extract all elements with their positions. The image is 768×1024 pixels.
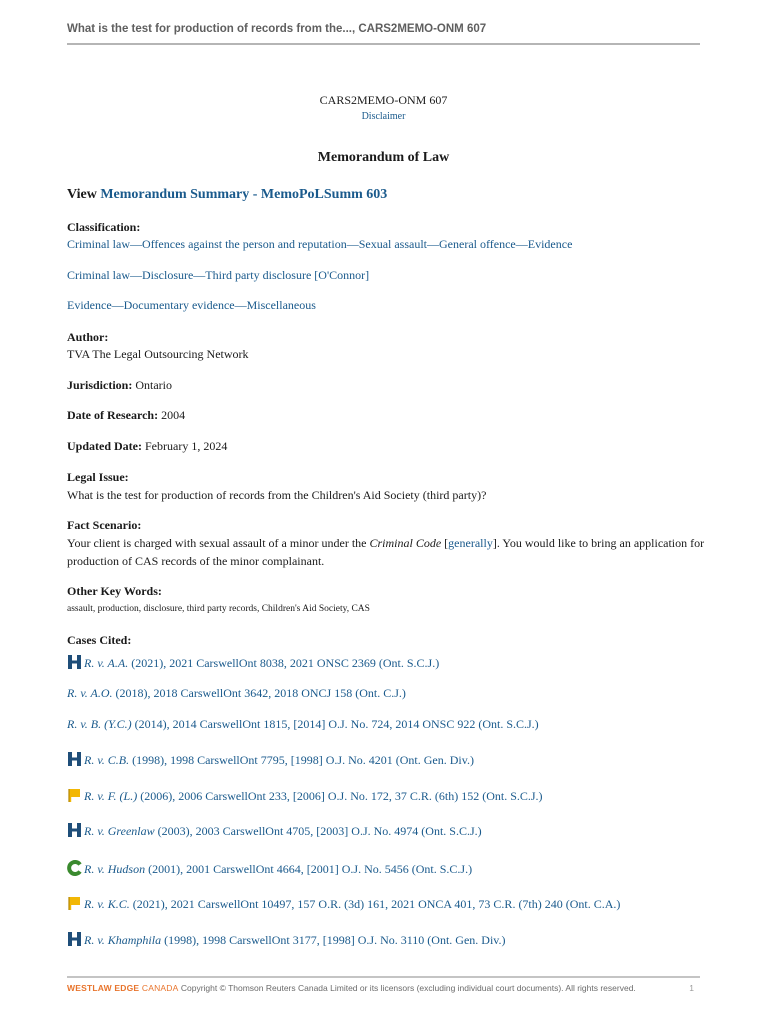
classification-link[interactable]: Evidence—Documentary evidence—Miscellaneous (67, 298, 316, 312)
case-link[interactable]: R. v. K.C. (2021), 2021 CarswellOnt 10497, 157 O.R. (3d) 161, 2021 ONCA 401, 73 C.R. (7th) 240 (Ont. C.A.) (84, 897, 621, 911)
classification-label: Classification: (67, 220, 141, 234)
criminal-code-ref: Criminal Code (369, 536, 442, 550)
header-divider (67, 43, 700, 45)
case-link[interactable]: R. v. F. (L.) (2006), 2006 CarswellOnt 233, [2006] O.J. No. 172, 37 C.R. (6th) 152 (Ont. S.C.J.) (84, 789, 543, 803)
classification-link[interactable]: Criminal law—Offences against the person and reputation—Sexual assault—General offence—Evidence (67, 237, 573, 251)
page-header-title: What is the test for production of records from the..., CARS2MEMO-ONM 607 (67, 23, 487, 35)
document-id: CARS2MEMO-ONM 607 (319, 93, 448, 107)
case-cited-item (67, 684, 707, 702)
date-of-research-label: Date of Research: (67, 408, 159, 422)
author-value: TVA The Legal Outsourcing Network (67, 347, 249, 361)
case-cited-item (67, 931, 707, 949)
copyright-notice: Copyright © Thomson Reuters Canada Limited or its licensors (excluding individual court documents). All rights reserved. (180, 983, 636, 993)
generally-link[interactable]: generally (448, 536, 493, 550)
jurisdiction-label: Jurisdiction: (67, 378, 133, 392)
legal-issue-label: Legal Issue: (67, 470, 129, 484)
case-cited-item (67, 787, 707, 805)
view-summary-row (67, 186, 707, 204)
footer-divider (67, 976, 700, 978)
cited-c-flag-icon[interactable] (67, 860, 82, 876)
date-of-research-value: 2004 (161, 408, 186, 422)
yellow-flag-icon[interactable] (67, 787, 82, 803)
yellow-flag-icon[interactable] (67, 895, 82, 911)
case-link[interactable]: R. v. A.A. (2021), 2021 CarswellOnt 8038, 2021 ONSC 2369 (Ont. S.C.J.) (84, 656, 440, 670)
case-link[interactable]: R. v. C.B. (1998), 1998 CarswellOnt 7795, [1998] O.J. No. 4201 (Ont. Gen. Div.) (84, 753, 474, 767)
case-link[interactable]: R. v. B. (Y.C.) (2014), 2014 CarswellOnt 1815, [2014] O.J. No. 724, 2014 ONSC 922 (Ont. S.C.J.) (67, 717, 539, 731)
case-cited-item (67, 751, 707, 769)
date-of-research-row (67, 406, 707, 424)
legal-issue-value: What is the test for production of records from the Children's Aid Society (third party)? (67, 488, 487, 502)
other-key-words-value: assault, production, disclosure, third party records, Children's Aid Society, CAS (67, 604, 370, 614)
case-link[interactable]: R. v. Hudson (2001), 2001 CarswellOnt 4664, [2001] O.J. No. 5456 (Ont. S.C.J.) (84, 862, 473, 876)
history-h-flag-icon[interactable] (67, 931, 82, 947)
memo-title: Memorandum of Law (317, 150, 450, 165)
updated-date-label: Updated Date: (67, 439, 142, 453)
page-footer (67, 983, 700, 993)
fact-scenario-text: Your client is charged with sexual assault of a minor under the Criminal Code [generally]. You would like to bring an application for production of CAS records of the minor complainant. (67, 536, 705, 568)
case-cited-item (67, 860, 707, 878)
history-h-flag-icon[interactable] (67, 751, 82, 767)
case-cited-item (67, 822, 707, 840)
case-cited-item (67, 895, 707, 913)
jurisdiction-row (67, 376, 707, 394)
fact-scenario-label: Fact Scenario: (67, 518, 142, 532)
history-h-flag-icon[interactable] (67, 654, 82, 670)
history-h-flag-icon[interactable] (67, 822, 82, 838)
case-link[interactable]: R. v. Khamphila (1998), 1998 CarswellOnt 3177, [1998] O.J. No. 3110 (Ont. Gen. Div.) (84, 933, 506, 947)
other-key-words-label: Other Key Words: (67, 584, 162, 598)
page-number: 1 (689, 983, 694, 993)
memorandum-summary-link[interactable]: Memorandum Summary - MemoPoLSumm 603 (100, 187, 388, 202)
case-link[interactable]: R. v. Greenlaw (2003), 2003 CarswellOnt 4705, [2003] O.J. No. 4974 (Ont. S.C.J.) (84, 824, 482, 838)
view-prefix: View (67, 187, 97, 202)
classification-link[interactable]: Criminal law—Disclosure—Third party disclosure [O'Connor] (67, 268, 370, 282)
case-cited-item (67, 715, 707, 733)
case-cited-item (67, 654, 707, 672)
cases-cited-label: Cases Cited: (67, 633, 132, 647)
disclaimer-link[interactable]: Disclaimer (361, 111, 406, 122)
updated-date-value: February 1, 2024 (145, 439, 228, 453)
author-label: Author: (67, 330, 109, 344)
updated-date-row (67, 437, 707, 455)
westlaw-edge-logo: WESTLAW EDGE CANADA (67, 983, 179, 993)
jurisdiction-value: Ontario (135, 378, 172, 392)
case-link[interactable]: R. v. A.O. (2018), 2018 CarswellOnt 3642, 2018 ONCJ 158 (Ont. C.J.) (67, 686, 406, 700)
